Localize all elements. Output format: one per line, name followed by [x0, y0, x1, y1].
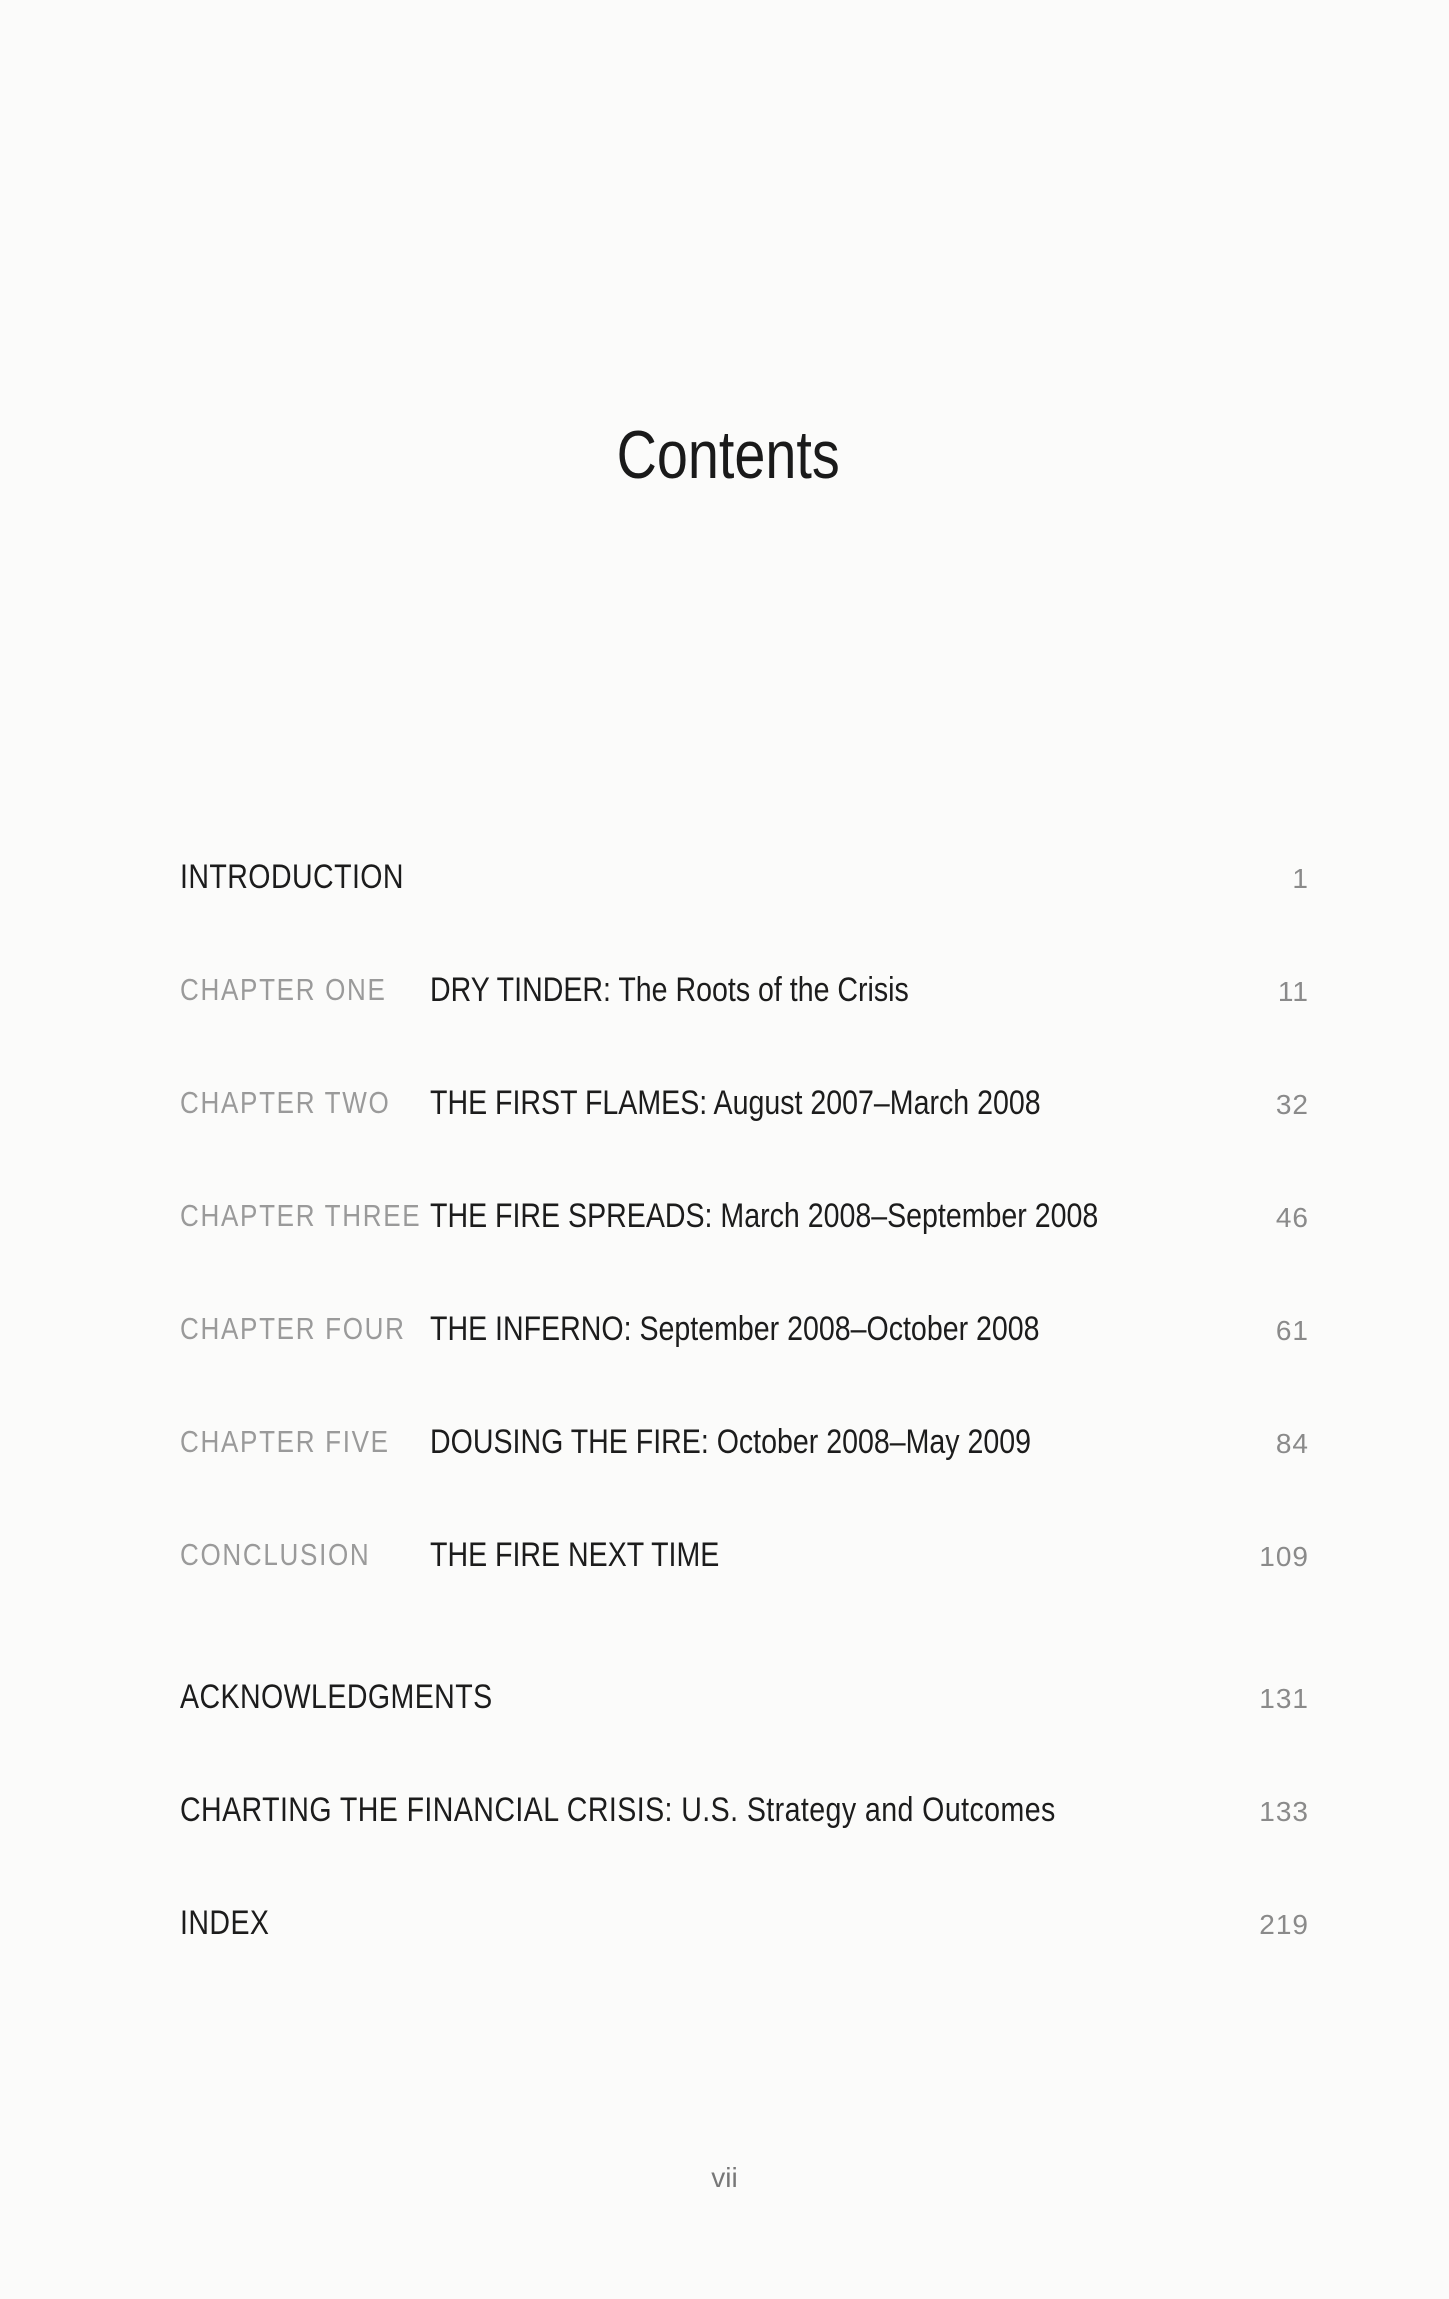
- chapter-label: CHAPTER FOUR: [180, 1311, 406, 1346]
- chapter-title: THE INFERNO: September 2008–October 2008: [430, 1310, 1040, 1348]
- chapter-label: CHAPTER ONE: [180, 972, 387, 1007]
- page-number: 84: [1275, 1428, 1309, 1459]
- chapter-title: THE FIRE SPREADS: March 2008–September 2008: [430, 1197, 1099, 1235]
- toc-entry-introduction[interactable]: [0, 852, 1449, 902]
- chapter-label: CHAPTER THREE: [180, 1198, 422, 1233]
- page-number: 133: [1259, 1796, 1309, 1827]
- toc-entry-chapter-four[interactable]: [0, 1304, 1449, 1354]
- page-number: 11: [1277, 976, 1309, 1007]
- page-number: 1: [1292, 863, 1309, 894]
- toc-entry-chapter-five[interactable]: [0, 1417, 1449, 1467]
- page-folio: vii: [711, 2162, 738, 2193]
- chapter-title: THE FIRST FLAMES: August 2007–March 2008: [430, 1084, 1041, 1122]
- toc-entry-conclusion[interactable]: [0, 1530, 1449, 1580]
- page-number: 219: [1259, 1909, 1309, 1940]
- chapter-label: CHAPTER TWO: [180, 1085, 391, 1120]
- toc-entry-chapter-one[interactable]: [0, 965, 1449, 1015]
- page-number: 109: [1259, 1541, 1309, 1572]
- toc-entry-chapter-three[interactable]: [0, 1191, 1449, 1241]
- entry-label: CHARTING THE FINANCIAL CRISIS: U.S. Strategy and Outcomes: [180, 1791, 1056, 1829]
- entry-label: INTRODUCTION: [180, 858, 404, 896]
- toc-entry-acknowledgments[interactable]: [0, 1672, 1449, 1722]
- chapter-title: THE FIRE NEXT TIME: [430, 1536, 720, 1574]
- entry-label: ACKNOWLEDGMENTS: [180, 1678, 493, 1716]
- chapter-title: DRY TINDER: The Roots of the Crisis: [430, 971, 909, 1009]
- entry-label: INDEX: [180, 1904, 270, 1942]
- page-number: 131: [1259, 1683, 1309, 1714]
- page-title: Contents: [616, 417, 840, 493]
- chapter-label: CONCLUSION: [180, 1537, 371, 1572]
- toc-entry-charting-the-financial-crisis[interactable]: [0, 1785, 1449, 1835]
- toc-entry-index[interactable]: [0, 1898, 1449, 1948]
- toc-entry-chapter-two[interactable]: [0, 1078, 1449, 1128]
- page-number: 61: [1275, 1315, 1309, 1346]
- chapter-label: CHAPTER FIVE: [180, 1424, 390, 1459]
- page-number: 46: [1275, 1202, 1309, 1233]
- chapter-title: DOUSING THE FIRE: October 2008–May 2009: [430, 1423, 1032, 1461]
- page-number: 32: [1275, 1089, 1309, 1120]
